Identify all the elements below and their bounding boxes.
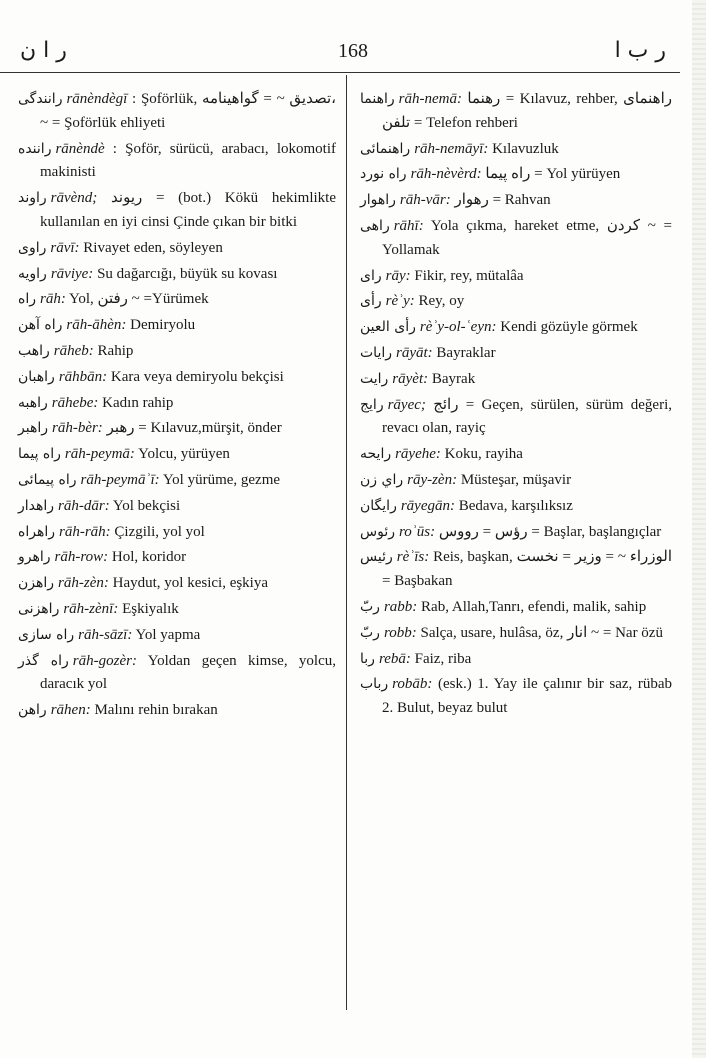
entry-transliteration: rāhen:: [50, 702, 91, 719]
entry-transliteration: rāh-āhèn:: [66, 317, 127, 334]
dictionary-entry: [360, 521, 672, 545]
entry-transliteration: rāyèt:: [392, 370, 429, 387]
page-number: 168: [338, 40, 368, 62]
entry-persian-headword: راوند: [18, 190, 47, 207]
entry-definition: Rivayet eden, söyleyen: [83, 239, 223, 256]
entry-definition: Koku, rayiha: [444, 446, 523, 463]
dictionary-entry: [360, 495, 672, 519]
entry-persian-headword: راوی: [18, 239, 47, 256]
entry-definition: Kılavuzluk: [492, 140, 559, 157]
entry-persian-headword: رايات: [360, 344, 392, 361]
entry-transliteration: rāh-rāh:: [58, 523, 111, 540]
entry-transliteration: rāh-nèvèrd:: [410, 166, 482, 183]
entry-definition: Yol bekçisi: [112, 497, 181, 514]
scan-edge: [692, 0, 706, 1058]
entry-definition: رهنما = Kılavuz, rehber, راهنمای تلفن = Telefon rehberi: [382, 91, 672, 131]
entry-persian-headword: رأى العين: [360, 319, 416, 336]
entry-persian-headword: رئوس: [360, 523, 395, 540]
entry-persian-headword: راهی: [360, 217, 390, 234]
dictionary-entry: [360, 215, 672, 263]
entry-transliteration: rāh-nemā:: [398, 91, 462, 107]
entry-transliteration: rāh-sāzī:: [78, 626, 133, 643]
entry-persian-headword: راه پیما: [18, 446, 61, 463]
entry-transliteration: rāhbān:: [58, 368, 108, 385]
entry-persian-headword: رانندگی: [18, 91, 63, 107]
entry-definition: Yola çıkma, hareket etme, كردن ~ = Yollamak: [382, 217, 673, 258]
entry-persian-headword: راه: [18, 291, 36, 308]
entry-persian-headword: راهبر: [18, 420, 48, 437]
entry-transliteration: rāh-nemāyī:: [414, 140, 489, 157]
entry-transliteration: rāyegān:: [400, 497, 455, 514]
entry-transliteration: rāh-vār:: [399, 192, 451, 209]
dictionary-entry: [18, 187, 336, 235]
dictionary-entry: [18, 417, 336, 441]
entry-persian-headword: راه سازی: [18, 626, 75, 643]
entry-persian-headword: راي زن: [360, 471, 404, 488]
entry-persian-headword: راويه: [18, 265, 47, 282]
dictionary-entry: [18, 392, 336, 416]
entry-persian-headword: راهنما: [360, 91, 395, 107]
entry-persian-headword: راهبه: [18, 394, 48, 411]
dictionary-entry: [360, 368, 672, 392]
entry-definition: Bayrak: [431, 370, 476, 387]
entry-transliteration: rāh-peymā:: [64, 446, 135, 463]
entry-persian-headword: رئيس: [360, 549, 393, 566]
entry-persian-headword: رايحه: [360, 446, 392, 463]
entry-transliteration: rabb:: [383, 598, 418, 615]
dictionary-entry: [18, 469, 336, 493]
entry-persian-headword: ربا: [360, 650, 375, 667]
entry-transliteration: rāyec;: [387, 396, 426, 413]
dictionary-entry: [18, 88, 336, 136]
dictionary-entry: [360, 648, 672, 672]
header-right-guide-letters: ر ب ا: [614, 38, 666, 63]
entry-transliteration: rèʾy:: [385, 293, 415, 310]
entry-definition: Demiryolu: [130, 317, 196, 334]
dictionary-entry: [18, 624, 336, 648]
dictionary-entry: [360, 546, 672, 594]
entry-transliteration: rānèndègī: [66, 91, 128, 107]
entry-definition: (esk.) 1. Yay ile çalınır bir saz, rübab 2. Bulut, beyaz bulut: [382, 676, 672, 717]
dictionary-entry: [18, 443, 336, 467]
entry-transliteration: rāh-peymāʾī:: [80, 471, 160, 488]
entry-persian-headword: راه نورد: [360, 166, 407, 183]
entry-definition: رهبر = Kılavuz,mürşit, önder: [106, 420, 282, 437]
entry-transliteration: rebā:: [378, 650, 411, 667]
entry-definition: Eşkiyalık: [122, 600, 179, 617]
dictionary-entry: [18, 598, 336, 622]
entry-transliteration: rānèndè: [55, 140, 105, 157]
dictionary-entry: [18, 340, 336, 364]
entry-persian-headword: راه پیمائی: [18, 471, 77, 488]
entry-persian-headword: رايگان: [360, 497, 397, 514]
header-left-guide-letters: ر ا ن: [20, 38, 67, 63]
entry-transliteration: rāh-bèr:: [51, 420, 103, 437]
entry-definition: Kara veya demiryolu bekçisi: [110, 368, 284, 385]
entry-definition: Rab, Allah,Tanrı, efendi, malik, sahip: [421, 598, 647, 615]
entry-transliteration: rāviye:: [50, 265, 94, 282]
entry-definition: رائج = Geçen, sürülen, sürüm değeri, revacı olan, rayiç: [382, 396, 672, 437]
entry-persian-headword: راهب: [18, 342, 50, 359]
entry-transliteration: rāhebe:: [51, 394, 99, 411]
entry-persian-headword: رايت: [360, 370, 389, 387]
left-column: [18, 88, 336, 725]
entry-persian-headword: راه آهن: [18, 317, 63, 334]
entry-transliteration: rāh-zèn:: [58, 575, 109, 592]
entry-persian-headword: راهراه: [18, 523, 55, 540]
entry-transliteration: robāb:: [392, 676, 433, 693]
dictionary-entry: [360, 290, 672, 314]
dictionary-entry: [360, 596, 672, 620]
entry-definition: Haydut, yol kesici, eşkiya: [112, 575, 269, 592]
entry-persian-headword: راننده: [18, 140, 52, 157]
entry-persian-headword: راهزنی: [18, 600, 60, 617]
dictionary-entry: [18, 546, 336, 570]
entry-definition: Malını rehin bırakan: [94, 702, 218, 719]
entry-definition: : Şoför, sürücü, arabacı, lokomotif makinisti: [40, 140, 336, 181]
entry-persian-headword: راهرو: [18, 549, 51, 566]
entry-transliteration: rāy:: [385, 267, 411, 284]
entry-transliteration: rāvènd;: [50, 190, 98, 207]
entry-transliteration: roʾūs:: [398, 523, 436, 540]
entry-definition: Kadın rahip: [102, 394, 174, 411]
dictionary-entry: [18, 572, 336, 596]
entry-persian-headword: راهنمائی: [360, 140, 411, 157]
entry-persian-headword: رباب: [360, 676, 389, 693]
entry-persian-headword: راهبان: [18, 368, 55, 385]
column-divider: [346, 75, 347, 1010]
dictionary-entry: [18, 138, 336, 186]
entry-definition: Hol, koridor: [111, 549, 187, 566]
dictionary-entry: [18, 263, 336, 287]
entry-definition: Yol, رفتن ~ =Yürümek: [69, 291, 209, 308]
dictionary-entry: [360, 316, 672, 340]
entry-transliteration: rāh:: [40, 291, 66, 308]
dictionary-entry: [360, 469, 672, 493]
entry-transliteration: rāheb:: [53, 342, 94, 359]
entry-transliteration: rāh-zènī:: [63, 600, 119, 617]
dictionary-entry: [18, 495, 336, 519]
entry-definition: رهوار = Rahvan: [454, 192, 551, 209]
dictionary-entry: [360, 622, 672, 646]
dictionary-entry: [360, 443, 672, 467]
dictionary-entry: [18, 366, 336, 390]
page-header: [0, 38, 706, 68]
entry-persian-headword: راهدار: [18, 497, 55, 514]
dictionary-entry: [360, 394, 672, 442]
entry-transliteration: rāh-gozèr:: [72, 652, 137, 669]
entry-persian-headword: رايج: [360, 396, 384, 413]
right-column: [360, 88, 672, 723]
entry-definition: Faiz, riba: [414, 650, 472, 667]
entry-definition: : Şoförlük, تصديق ~ = گواهينامه، ~ = Şoförlük ehliyeti: [40, 91, 337, 131]
entry-persian-headword: راهوار: [360, 192, 396, 209]
entry-transliteration: rāyehe:: [395, 446, 441, 463]
dictionary-entry: [360, 138, 672, 162]
entry-transliteration: robb:: [383, 624, 417, 641]
entry-persian-headword: ربّ: [360, 624, 380, 641]
dictionary-entry: [18, 288, 336, 312]
entry-transliteration: rāy-zèn:: [407, 471, 458, 488]
dictionary-entry: [360, 265, 672, 289]
entry-definition: Çizgili, yol yol: [114, 523, 205, 540]
dictionary-entry: [360, 673, 672, 721]
entry-definition: Su dağarcığı, büyük su kovası: [97, 265, 278, 282]
entry-definition: Reis, başkan, الوزراء ~ = وزير = نخست = Başbakan: [382, 549, 673, 590]
entry-transliteration: rāh-row:: [54, 549, 109, 566]
entry-transliteration: rāyāt:: [396, 344, 433, 361]
entry-definition: راه پیما = Yol yürüyen: [485, 166, 621, 183]
entry-definition: Bedava, karşılıksız: [458, 497, 573, 514]
entry-transliteration: rāh-dār:: [58, 497, 110, 514]
entry-transliteration: rāhī:: [393, 217, 424, 234]
entry-definition: Yoldan geçen kimse, yolcu, daracık yol: [40, 652, 336, 693]
entry-definition: Fikir, rey, mütalâa: [414, 267, 524, 284]
entry-definition: Yolcu, yürüyen: [138, 446, 230, 463]
entry-persian-headword: رای: [360, 267, 382, 284]
entry-definition: Kendi gözüyle görmek: [500, 319, 638, 336]
dictionary-entry: [18, 314, 336, 338]
entry-persian-headword: رأی: [360, 293, 382, 310]
entry-persian-headword: راه گذر: [18, 652, 69, 669]
entry-definition: رؤس = رووس = Başlar, başlangıçlar: [438, 523, 662, 540]
entry-persian-headword: ربّ: [360, 598, 380, 615]
entry-persian-headword: راهن: [18, 702, 47, 719]
entry-definition: Rahip: [97, 342, 134, 359]
dictionary-entry: [360, 189, 672, 213]
dictionary-entry: [18, 650, 336, 698]
entry-definition: ريوند = (bot.) Kökü hekimlikte kullanılan en iyi cinsi Çinde çıkan bir bitki: [40, 190, 337, 230]
entry-definition: Yol yapma: [135, 626, 201, 643]
entry-definition: Müsteşar, müşavir: [460, 471, 572, 488]
entry-transliteration: rèʾīs:: [396, 549, 430, 566]
header-rule: [0, 72, 680, 73]
dictionary-entry: [18, 521, 336, 545]
entry-definition: Salça, usare, hulâsa, öz, انار ~ = Nar özü: [420, 624, 663, 641]
entry-definition: Rey, oy: [418, 293, 465, 310]
dictionary-entry: [18, 237, 336, 261]
entry-definition: Yol yürüme, gezme: [162, 471, 281, 488]
dictionary-entry: [360, 342, 672, 366]
entry-transliteration: rāvī:: [50, 239, 80, 256]
dictionary-entry: [360, 163, 672, 187]
entry-transliteration: rèʾy-ol-ʿeyn:: [419, 319, 497, 336]
entry-definition: Bayraklar: [436, 344, 496, 361]
dictionary-entry: [360, 88, 672, 136]
dictionary-entry: [18, 699, 336, 723]
entry-persian-headword: راهزن: [18, 575, 55, 592]
